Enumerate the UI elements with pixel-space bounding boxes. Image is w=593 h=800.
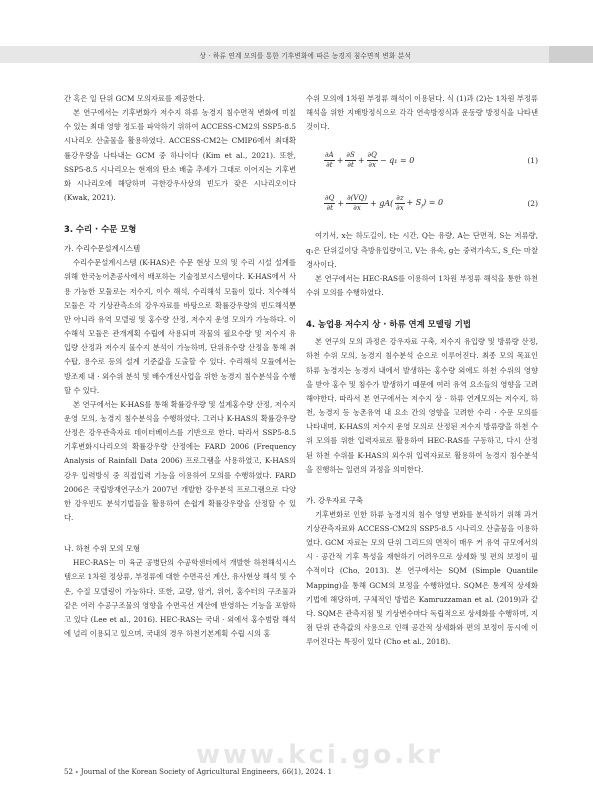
left-column — [64, 92, 296, 641]
subsection-heading: 가. 수리수문설계시스템 — [64, 244, 141, 254]
paragraph: 여기서, x는 하도길이, t는 시간, Q는 유량, A는 단면적, S는 저류량, q₁은 단위길이당 측방유입량이고, V는 유속, g는 중력가속도, S_f는 마찰경사이다. — [306, 231, 538, 269]
running-header-bar — [0, 46, 593, 63]
paragraph: 본 연구에서는 기후변화가 저수지 하류 농경지 침수면적 변화에 미칠 수 있는 최대 영향 정도를 파악하기 위하여 ACCESS-CM2의 SSP5-8.5 시나리오 산출물을 활용하였다. ACCESS-CM2는 CMIP6에서 최대확률강우량을 나타내는 GCM 중 하나이다 (Kim et al., 2021). 또한, SSP5-8.5 시나리오는 현재의 탄소 배출 추세가 그대로 이어지는 기후변화 시나리오에 해당하며 극한강우사상의 빈도가 잦은 시나리오이다 (Kwak, 2021). — [64, 108, 296, 203]
paragraph: 수위 모의에 1차원 부정류 해석이 이용된다. 식 (1)과 (2)는 1차원 부정류 해석을 위한 지배방정식으로 각각 연속방정식과 운동량 방정식을 나타낸 것이다. — [306, 94, 538, 132]
running-title: 상 · 하류 연계 모의를 통한 기후변화에 따른 농경지 침수면적 변화 분석 — [199, 51, 411, 60]
equation-continuity: $\frac{\partial A}{\partial t}$ + $\frac{\partial S}{\partial t}$ + $\frac{\partial Q}{\partial x}$ − q₁ = 0 (1) — [325, 150, 538, 169]
paragraph: 본 연구에서는 K-HAS를 통해 확률강우량 및 설계홍수량 산정, 저수지 운영 모의, 농경지 침수분석을 수행하였다. 그러나 K-HAS의 확률강우량 산정은 강우관측자료 데이터베이스를 기반으로 한다. 따라서 SSP5-8.5 기후변화시나리오의 확률강우량 산정에는 FARD 2006 (Frequency Analysis of Rainfall Data 2006) 프로그램을 사용하였고, K-HAS의 강우 입력방식 중 직접입력 기능을 이용하여 모의를 수행하였다. FARD 2006은 국립방재연구소가 2007년 개발한 강우분석 프로그램으로 다양한 강우빈도 분석기법들을 활용하여 손쉽게 확률강우량을 산정할 수 있다. — [64, 399, 296, 523]
equation-momentum: $\frac{\partial Q}{\partial t}$ + $\frac{\partial(VQ)}{\partial x}$ + gA( $\frac{\partial z}{\partial x}$ + $S_f) = 0$ (2) — [325, 193, 538, 212]
paragraph: 수리수문설계시스템 (K-HAS)은 수문 현상 모의 및 수리 시설 설계를 위해 한국농어촌공사에서 배포하는 기술정보시스템이다. K-HAS에서 사용 가능한 모듈로는 저수지, 이수 해석, 수리해석 모듈이 있다. 치수해석 모듈은 각 기상관측소의 강우자료를 바탕으로 확률강우량의 빈도해석뿐만 아니라 유역 모델링 및 홍수량 산정, 저수지 운영 모의가 가능하다. 이수해석 모듈은 관개계획 수립에 사용되며 작물의 필요수량 및 저수지 유입량 산정과 저수지 물수지 분석이 가능하며, 단위유수량 산정을 통해 취수탑, 용수로 등의 설계 기준값을 도출할 수 있다. 수리해석 모듈에서는 방조제 내 · 외수위 분석 및 배수개선사업을 위한 농경지 침수분석을 수행할 수 있다. — [64, 258, 296, 395]
paragraph: 본 연구의 모의 과정은 강우자료 구축, 저수지 유입량 및 방류량 산정, 하천 수위 모의, 농경지 침수분석 순으로 이루어진다. 최종 모의 목표인 하류 농경지는 농경지 내에서 발생하는 홍수량 외에도 하천 수위의 영향을 받아 홍수 및 침수가 발생하기 때문에 여러 유역 요소들의 영향을 고려해야한다. 따라서 본 연구에서는 저수지 상 · 하류 연계모의는 저수지, 하천, 농경지 등 농촌유역 내 요소 간의 영향을 고려한 수리 · 수문 모의를 나타내며, K-HAS의 저수지 운영 모의로 산정된 저수지 방류량을 하천 수위 모의를 위한 입력자료로 활용하여 HEC-RAS를 구동하고, 다시 산정된 하천 수위를 K-HAS의 외수위 입력자료로 활용하여 농경지 침수분석을 진행하는 일련의 과정을 의미한다. — [306, 337, 538, 474]
paragraph: 기후변화로 인한 하류 농경지의 침수 영향 변화를 분석하기 위해 과거 기상관측자료와 ACCESS-CM2의 SSP5-8.5 시나리오 산출물을 이용하였다. GCM 자료는 모의 단위 그리드의 면적이 매우 커 유역 규모에서의 시 · 공간적 기후 특성을 재현하기 어려우므로 상세화 및 편의 보정이 필수적이다 (Cho, 2013). 본 연구에서는 SQM (Simple Quantile Mapping)을 통해 GCM의 보정을 수행하였다. SQM은 통계적 상세화 기법에 해당하며, 구체적인 방법은 Kamruzzaman et al. (2019)과 같다. SQM은 관측지점 및 기상변수마다 독립적으로 상세화를 수행하며, 지점 단위 관측값의 사용으로 인해 공간적 상세화와 편의 보정이 동시에 이루어진다는 특징이 있다 (Cho et al., 2018). — [306, 509, 538, 647]
paragraph: 간 혹은 일 단위 GCM 모의자료를 제공한다. — [64, 94, 205, 103]
section-heading: 3. 수리 · 수문 모형 — [64, 224, 137, 235]
page-footer: 52 ∘ Journal of the Korean Society of Agricultural Engineers, 66(1), 2024. 1 — [64, 768, 333, 776]
paragraph: 본 연구에서는 HEC-RAS를 이용하여 1차원 부정류 해석을 통한 하천 수위 모의를 수행하였다. — [306, 273, 538, 298]
equation-number: (1) — [527, 155, 538, 165]
subsection-heading: 가. 강우자료 구축 — [306, 495, 364, 505]
header-tab — [549, 46, 593, 63]
right-column — [306, 92, 538, 649]
subsection-heading: 나. 하천 수위 모의 모형 — [64, 544, 141, 554]
equation-number: (2) — [527, 198, 538, 208]
section-heading: 4. 농업용 저수지 상 · 하류 연계 모델링 기법 — [306, 319, 471, 330]
paragraph: HEC-RAS는 미 육군 공병단의 수공학센터에서 개발한 하천해석시스템으로 1차원 정상류, 부정류에 대한 수면곡선 계산, 유사현상 해석 및 수온, 수질 모델링이 가능하다. 또한, 교량, 암거, 위어, 홍수터의 구조물과 같은 여러 수공구조물의 영향을 수면곡선 계산에 반영하는 기능을 포함하고 있다 (Lee et al., 2016). HEC-RAS는 국내 · 외에서 홍수범람 해석에 널리 이용되고 있으며, 국내의 경우 하천기본계획 수립 시의 홍 — [64, 558, 296, 638]
watermark: www.kci.go.kr — [196, 740, 444, 770]
